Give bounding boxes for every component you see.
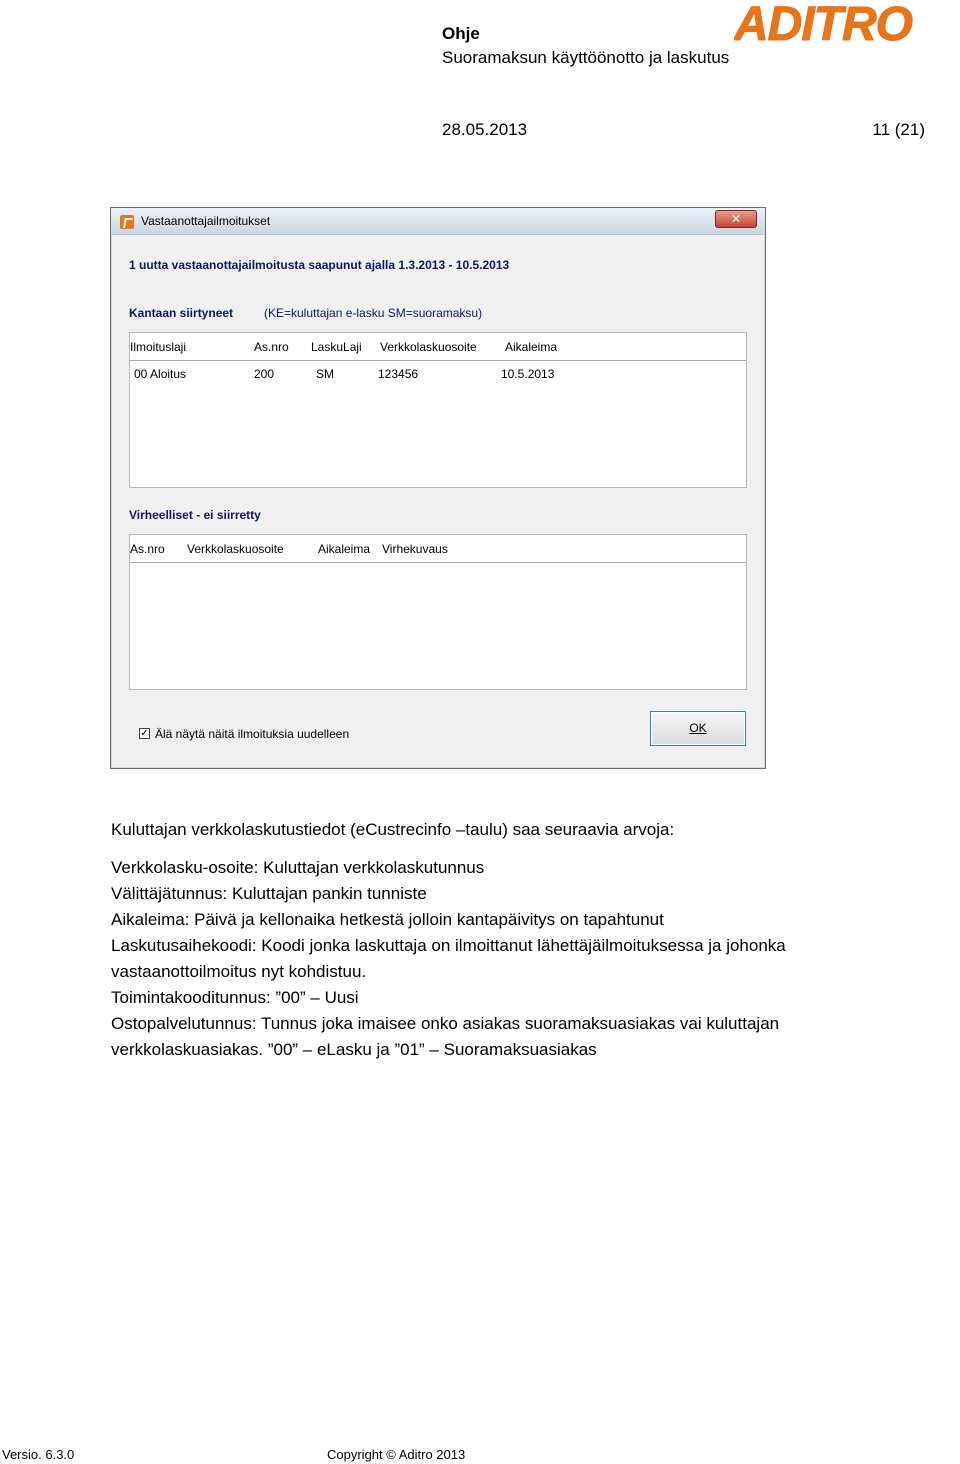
dialog-heading: 1 uutta vastaanottajailmoitusta saapunut ajalla 1.3.2013 - 10.5.2013 bbox=[129, 258, 510, 272]
dialog-titlebar[interactable] bbox=[111, 208, 765, 235]
field-line: Ostopalvelutunnus: Tunnus joka imaisee onko asiakas suoramaksuasiakas vai kuluttajan bbox=[111, 1014, 780, 1033]
column-header[interactable]: As.nro bbox=[254, 340, 289, 354]
dont-show-checkbox[interactable]: ✓ bbox=[140, 728, 149, 739]
cell-customer-number: 200 bbox=[254, 367, 275, 381]
column-header[interactable]: Ilmoituslaji bbox=[130, 340, 187, 354]
ok-button-label: OK bbox=[689, 721, 707, 735]
field-line: Välittäjätunnus: Kuluttajan pankin tunniste bbox=[111, 884, 427, 903]
column-header[interactable]: Virhekuvaus bbox=[382, 542, 448, 556]
footer-version: Versio. 6.3.0 bbox=[2, 1447, 75, 1462]
cell-einvoice-address: 123456 bbox=[378, 367, 419, 381]
document-date: 28.05.2013 bbox=[442, 120, 528, 139]
ok-button[interactable] bbox=[650, 711, 746, 746]
cell-invoice-type: SM bbox=[316, 367, 334, 381]
error-section-label: Virheelliset - ei siirretty bbox=[129, 508, 261, 522]
field-line: Verkkolasku-osoite: Kuluttajan verkkolaskutunnus bbox=[111, 858, 485, 877]
type-legend: (KE=kuluttajan e-lasku SM=suoramaksu) bbox=[264, 306, 483, 320]
app-icon bbox=[120, 215, 134, 229]
moved-section-label: Kantaan siirtyneet bbox=[129, 306, 234, 320]
page-number: 11 (21) bbox=[872, 120, 925, 139]
cell-notice-type: 00 Aloitus bbox=[134, 367, 187, 381]
column-header[interactable]: Verkkolaskuosoite bbox=[380, 340, 477, 354]
svg-text:ADITRO: ADITRO bbox=[734, 0, 912, 46]
column-header[interactable]: LaskuLaji bbox=[311, 340, 362, 354]
field-line: Aikaleima: Päivä ja kellonaika hetkestä jolloin kantapäivitys on tapahtunut bbox=[111, 910, 664, 929]
field-line: vastaanottoilmoitus nyt kohdistuu. bbox=[111, 962, 367, 981]
dont-show-label[interactable]: Älä näytä näitä ilmoituksia uudelleen bbox=[155, 727, 350, 741]
document-type: Ohje bbox=[442, 24, 480, 43]
field-line: Laskutusaihekoodi: Koodi jonka laskuttaja on ilmoittanut lähettäjäilmoituksessa ja johonka bbox=[111, 936, 786, 955]
column-header[interactable]: Aikaleima bbox=[505, 340, 558, 354]
field-line: Toimintakooditunnus: ”00” – Uusi bbox=[111, 988, 359, 1007]
close-button[interactable]: ✕ bbox=[715, 210, 757, 228]
footer-copyright: Copyright © Aditro 2013 bbox=[327, 1447, 466, 1462]
intro-paragraph: Kuluttajan verkkolaskutustiedot (eCustrecinfo –taulu) saa seuraavia arvoja: bbox=[111, 820, 675, 839]
column-header[interactable]: Aikaleima bbox=[318, 542, 371, 556]
error-list-header bbox=[130, 535, 746, 563]
column-header[interactable]: As.nro bbox=[130, 542, 165, 556]
aditro-logo bbox=[734, 0, 958, 46]
dialog-title: Vastaanottajailmoitukset bbox=[141, 214, 271, 228]
error-list[interactable] bbox=[129, 534, 747, 690]
column-header[interactable]: Verkkolaskuosoite bbox=[187, 542, 284, 556]
moved-list[interactable] bbox=[129, 332, 747, 488]
field-line: verkkolaskuasiakas. ”00” – eLasku ja ”01” – Suoramaksuasiakas bbox=[111, 1040, 597, 1059]
cell-timestamp: 10.5.2013 bbox=[501, 367, 555, 381]
moved-list-header bbox=[130, 333, 746, 361]
notifications-dialog bbox=[110, 207, 766, 769]
document-subtitle: Suoramaksun käyttöönotto ja laskutus bbox=[442, 48, 730, 67]
